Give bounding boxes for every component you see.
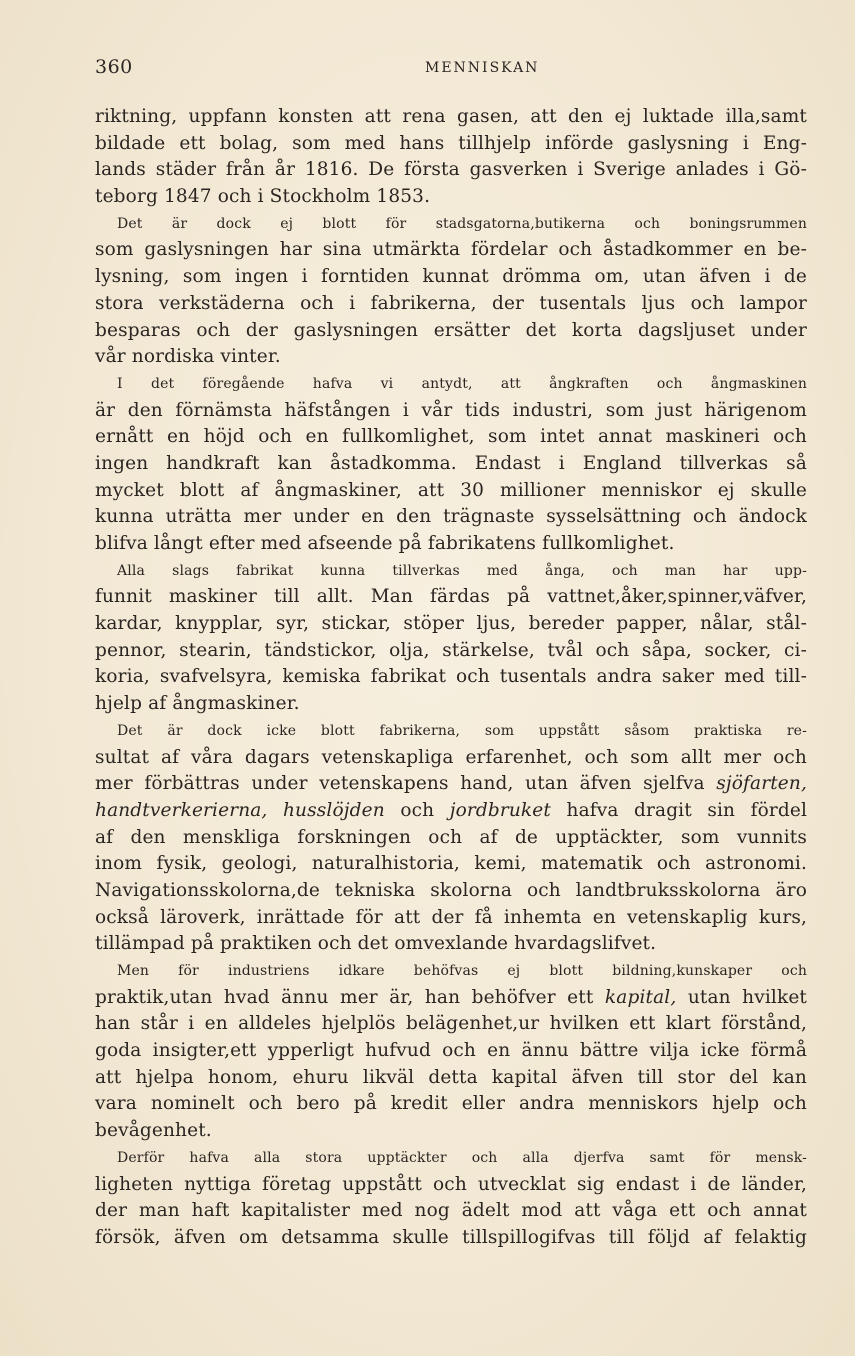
- text-line: sultat af våra dagars vetenskapliga erfarenhet, och som allt mer och: [95, 746, 807, 768]
- text-line: kardar, knypplar, syr, stickar, stöper ljus, bereder papper, nålar, stål-: [95, 613, 807, 635]
- text-line: Det är dock icke blott fabrikerna, som uppstått såsom praktiska re-: [117, 722, 807, 739]
- text-segment: och: [400, 799, 435, 821]
- text-line: bevågenhet.: [95, 1120, 212, 1142]
- text-line: Men för industriens idkare behöfvas ej blott bildning,kunskaper och: [117, 963, 807, 979]
- text-line: I det föregående hafva vi antydt, att ångkraften och ångmaskinen: [117, 375, 807, 392]
- text-line: att hjelpa honom, ehuru likväl detta kapital äfven till stor del kan: [95, 1066, 807, 1088]
- italic-term: sjöfarten,: [716, 773, 808, 795]
- italic-term: husslöjden: [282, 799, 385, 821]
- text-line: riktning, uppfann konsten att rena gasen, att den ej luktade illa,samt: [95, 106, 807, 127]
- paragraph-4: [95, 558, 807, 718]
- text-line: pennor, stearin, tändstickor, olja, stärkelse, tvål och såpa, socker, ci-: [95, 639, 807, 661]
- text-line: [95, 798, 807, 825]
- text-line: lands städer från år 1816. De första gasverken i Sverige anlades i Gö-: [95, 159, 807, 181]
- text-line: Derför hafva alla stora upptäckter och alla djerfva samt för mensk-: [117, 1149, 807, 1166]
- text-line: som gaslysningen har sina utmärkta fördelar och åstadkommer en be-: [95, 239, 807, 261]
- text-line: är den förnämsta häfstången i vår tids industri, som just härigenom: [95, 399, 807, 421]
- italic-term: jordbruket: [449, 799, 551, 821]
- text-line: goda insigter,ett ypperligt hufvud och en ännu bättre vilja icke förmå: [95, 1040, 807, 1062]
- text-line: Navigationsskolorna,de tekniska skolorna och landtbruksskolorna äro: [95, 879, 807, 901]
- text-line: af den menskliga forskningen och af de upptäckter, som vunnits: [95, 826, 807, 848]
- text-line: inom fysik, geologi, naturalhistoria, kemi, matematik och astronomi.: [95, 853, 807, 875]
- text-line: försök, äfven om detsamma skulle tillspillogifvas till följd af felaktig: [95, 1226, 807, 1248]
- text-line: lysning, som ingen i forntiden kunnat drömma om, utan äfven i de: [95, 266, 807, 288]
- text-line: Det är dock ej blott för stadsgatorna,butikerna och boningsrummen: [117, 215, 807, 232]
- text-line: tillämpad på praktiken och det omvexlande hvardagslifvet.: [95, 933, 657, 955]
- text-line: [95, 985, 807, 1012]
- text-line: ingen handkraft kan åstadkomma. Endast i England tillverkas så: [95, 452, 807, 474]
- body-text: [95, 104, 807, 1252]
- italic-term: handtverkerierna,: [95, 799, 268, 821]
- italic-term: kapital,: [604, 986, 677, 1008]
- page-number: 360: [95, 56, 133, 78]
- text-line: vara nominelt och bero på kredit eller andra menniskors hjelp och: [95, 1093, 807, 1115]
- text-line: stora verkstäderna och i fabrikerna, der tusentals ljus och lampor: [95, 292, 807, 314]
- text-line: mycket blott af ångmaskiner, att 30 millioner menniskor ej skulle: [95, 479, 807, 501]
- text-line: teborg 1847 och i Stockholm 1853.: [95, 186, 431, 208]
- text-line: vår nordiska vinter.: [95, 346, 281, 368]
- text-segment: hafva dragit sin fördel: [566, 799, 808, 821]
- text-line: hjelp af ångmaskiner.: [95, 693, 300, 715]
- paragraph-6: [95, 958, 807, 1145]
- text-line: kunna uträtta mer under en den trägnaste sysselsättning och ändock: [95, 506, 807, 528]
- running-title: MENNISKAN: [425, 60, 540, 76]
- text-line: funnit maskiner till allt. Man färdas på vattnet,åker,spinner,väfver,: [95, 586, 807, 608]
- text-segment: praktik,utan hvad ännu mer är, han behöfver ett: [95, 986, 594, 1008]
- paragraph-2: [95, 211, 807, 371]
- paragraph-5: [95, 718, 807, 958]
- paragraph-7: [95, 1145, 807, 1252]
- text-line: Alla slags fabrikat kunna tillverkas med ånga, och man har upp-: [117, 562, 807, 579]
- paragraph-1: [95, 104, 807, 211]
- page-header: [95, 56, 807, 84]
- paragraph-3: [95, 371, 807, 558]
- text-segment: utan hvilket: [687, 986, 808, 1008]
- text-line: han står i en alldeles hjelplös belägenhet,ur hvilken ett klart förstånd,: [95, 1013, 807, 1035]
- text-line: der man haft kapitalister med nog ädelt mod att våga ett och annat: [95, 1200, 807, 1222]
- text-line: också läroverk, inrättade för att der få inhemta en vetenskaplig kurs,: [95, 906, 807, 928]
- text-line: koria, svafvelsyra, kemiska fabrikat och tusentals andra saker med till-: [95, 666, 807, 688]
- text-line: [95, 771, 807, 798]
- text-line: bildade ett bolag, som med hans tillhjelp införde gaslysning i Eng-: [95, 132, 807, 154]
- text-line: besparas och der gaslysningen ersätter det korta dagsljuset under: [95, 319, 807, 341]
- text-line: ligheten nyttiga företag uppstått och utvecklat sig endast i de länder,: [95, 1173, 807, 1195]
- text-line: ernått en höjd och en fullkomlighet, som intet annat maskineri och: [95, 426, 807, 448]
- text-segment: mer förbättras under vetenskapens hand, utan äfven sjelfva: [95, 773, 705, 795]
- text-line: blifva långt efter med afseende på fabrikatens fullkomlighet.: [95, 533, 675, 554]
